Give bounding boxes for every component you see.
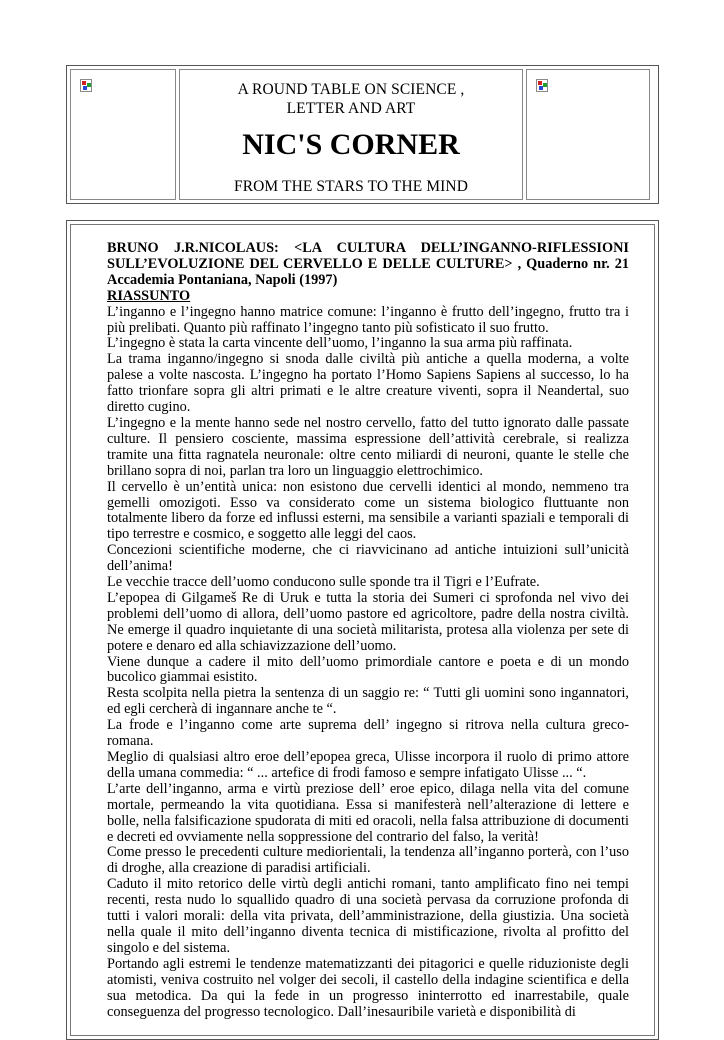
header-center-cell [179,69,523,200]
paragraph: L’ingegno è stata la carta vincente dell’uomo, l’inganno la sua arma più raffinata. [107,335,573,352]
paragraph: L’ingegno e la mente hanno sede nel nostro cervello, fatto del tutto ignorato dalle passate culture. Il pensiero cosciente, massima espressione dell’attività cerebrale, si realizza tramite una fitta ragnatela neuronale: oltre cento miliardi di neuroni, quante le stelle che brillano sopra di noi, parlan tra loro un linguaggio elettrochimico. [107,414,629,479]
header-subtitle-line1: A ROUND TABLE ON SCIENCE , [237,81,465,98]
paragraph: Viene dunque a cadere il mito dell’uomo primordiale cantore e poeta e di un mondo bucolico giammai esistito. [107,653,629,686]
paragraph: Meglio di qualsiasi altro eroe dell’epopea greca, Ulisse incorpora il ruolo di primo attore della umana commedia: “ ... artefice di frodi famoso e sempre infatigato Ulisse ... “. [107,749,629,781]
header-right-cell [526,69,650,200]
article-heading: BRUNO J.R.NICOLAUS: <LA CULTURA DELL’INGANNO-RIFLESSIONI SULL’EVOLUZIONE DEL CERVELLO E DELLE CULTURE> , Quaderno nr. 21 Accademia Pontaniana, Napoli (1997) [107,240,629,288]
paragraph: La trama inganno/ingegno si snoda dalle civiltà più antiche a quella moderna, a volte palese a volte nascosta. L’ingegno ha portato l’Homo Sapiens Sapiens al successo, lo ha fatto trionfare sopra gli altri primati e le altre creature viventi, sopra il Neandertal, suo diretto cugino. [107,351,629,416]
paragraph: La frode e l’inganno come arte suprema dell’ ingegno si ritrova nella cultura greco-romana. [107,717,629,750]
article-table [66,220,659,1040]
broken-image-icon [80,79,92,92]
article-cell [70,224,655,1036]
paragraph: L’arte dell’inganno, arma e virtù preziose dell’ eroe epico, dilaga nella vita del comune mortale, permeando la vita quotidiana. Essa si manifesterà nell’alterazione di lettere e bolle, nella falsificazione spudorata di miti ed oracoli, nella falsa attribuzione di documenti e decreti ed ovviamente nella soppressione del contrario del falso, la verità! [107,780,629,845]
summary-label: RIASSUNTO [107,287,191,304]
paragraph: L’inganno e l’ingegno hanno matrice comune: l’inganno è frutto dell’ingegno, frutto tra i più prelibati. Quanto più raffinato l’ingegno tanto più sofisticato il suo frutto. [107,303,629,336]
header-table [66,65,659,204]
paragraph: Concezioni scientifiche moderne, che ci riavvicinano ad antiche intuizioni sull’unicità dell’anima! [107,542,629,575]
paragraph: Le vecchie tracce dell’uomo conducono sulle sponde tra il Tigri e l’Eufrate. [107,574,540,591]
paragraph: Come presso le precedenti culture mediorientali, la tendenza all’inganno porterà, con l’uso di droghe, alla creazione di paradisi artificiali. [107,844,629,877]
paragraph: Il cervello è un’entità unica: non esistono due cervelli identici al mondo, nemmeno tra gemelli omozigoti. Esso va considerato come un sistema biologico fluttuante non totalmente libero da forze ed influssi esterni, ma sensibile a varianti spaziali e temporali di tipo terrestre e cosmico, e soggetto alle leggi del caos. [107,478,629,543]
header-left-cell [70,69,176,200]
header-tagline: FROM THE STARS TO THE MIND [233,178,469,195]
page-title: NIC'S CORNER [242,128,460,161]
paragraph: L’epopea di Gilgameš Re di Uruk e tutta la storia dei Sumeri ci sprofonda nel vivo dei problemi dell’uomo di allora, dell’uomo pastore ed agricoltore, padre della nostra civiltà. Ne emerge il quadro inquietante di una società militarista, protesa alla violenza per sete di potere e denaro ed alla schiavizzazione dell’uomo. [107,589,629,654]
paragraph: Portando agli estremi le tendenze matematizzanti dei pitagorici e quelle riduzioniste degli atomisti, veniva costruito nel volger dei secoli, il castello della indagine scientifica e della sua metodica. Da qui la fede in un progresso ininterrotto ed inarrestabile, quale conseguenza del progresso tecnologico. Dall’inesauribile varietà e disponibilità di [107,955,629,1020]
paragraph: Caduto il mito retorico delle virtù degli antichi romani, tanto amplificato fino nei tempi recenti, resta nudo lo squallido quadro di una società pervasa da corruzione profonda di tutti i valori morali: della vita privata, dell’amministrazione, della giustizia. Una società nella quale il mito dell’inganno diventa tecnica di mistificazione, rivolta al profitto del singolo e del sistema. [107,876,629,956]
paragraph: Resta scolpita nella pietra la sentenza di un saggio re: “ Tutti gli uomini sono ingannatori, ed egli cercherà di ingannare anche te “. [107,685,629,718]
header-subtitle-line2: LETTER AND ART [286,100,416,117]
broken-image-icon [536,79,548,92]
article-body [107,241,629,1020]
